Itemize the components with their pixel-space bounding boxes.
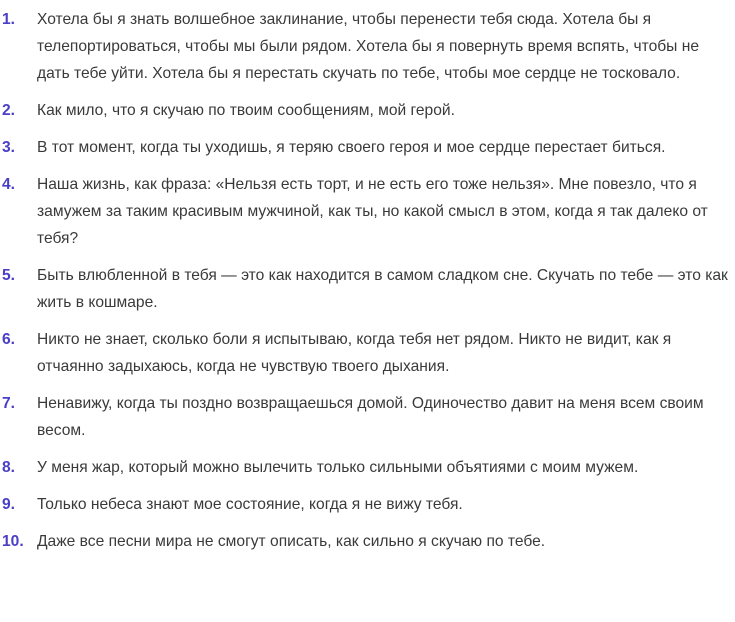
list-item xyxy=(0,528,735,555)
item-text: Наша жизнь, как фраза: «Нельзя есть торт, и не есть его тоже нельзя». Мне повезло, что я замужем за таким красивым мужчиной, как ты, но какой смысл в этом, когда я так далеко от тебя? xyxy=(37,176,708,247)
list-item xyxy=(0,134,735,161)
list-item xyxy=(0,6,735,87)
item-text: В тот момент, когда ты уходишь, я теряю своего героя и мое сердце перестает биться. xyxy=(37,139,666,156)
list-item xyxy=(0,326,735,380)
list-item xyxy=(0,454,735,481)
item-number: 10. xyxy=(2,533,24,550)
item-number: 9. xyxy=(2,496,16,513)
item-number: 2. xyxy=(2,102,16,119)
list-item xyxy=(0,491,735,518)
item-text: Только небеса знают мое состояние, когда я не вижу тебя. xyxy=(37,496,463,513)
item-text: Никто не знает, сколько боли я испытываю, когда тебя нет рядом. Никто не видит, как я отчаянно задыхаюсь, когда не чувствую твоего дыхания. xyxy=(37,331,672,375)
list-item xyxy=(0,262,735,316)
item-text: Быть влюбленной в тебя — это как находится в самом сладком сне. Скучать по тебе — это как жить в кошмаре. xyxy=(37,267,728,311)
item-number: 3. xyxy=(2,139,16,156)
item-text: Ненавижу, когда ты поздно возвращаешься домой. Одиночество давит на меня всем своим весом. xyxy=(37,395,704,439)
item-text: Даже все песни мира не смогут описать, как сильно я скучаю по тебе. xyxy=(37,533,546,550)
list-item xyxy=(0,171,735,252)
item-number: 8. xyxy=(2,459,16,476)
list-item xyxy=(0,97,735,124)
item-text: У меня жар, который можно вылечить только сильными объятиями с моим мужем. xyxy=(37,459,639,476)
item-number: 5. xyxy=(2,267,16,284)
item-number: 1. xyxy=(2,11,16,28)
item-number: 4. xyxy=(2,176,16,193)
item-text: Как мило, что я скучаю по твоим сообщениям, мой герой. xyxy=(37,102,455,119)
quote-list xyxy=(0,6,735,565)
item-number: 6. xyxy=(2,331,16,348)
item-number: 7. xyxy=(2,395,16,412)
item-text: Хотела бы я знать волшебное заклинание, чтобы перенести тебя сюда. Хотела бы я телепортироваться, чтобы мы были рядом. Хотела бы я повернуть время вспять, чтобы не дать тебе уйти. Хотела бы я перестать скучать по тебе, чтобы мое сердце не тосковало. xyxy=(37,11,700,82)
list-item xyxy=(0,390,735,444)
